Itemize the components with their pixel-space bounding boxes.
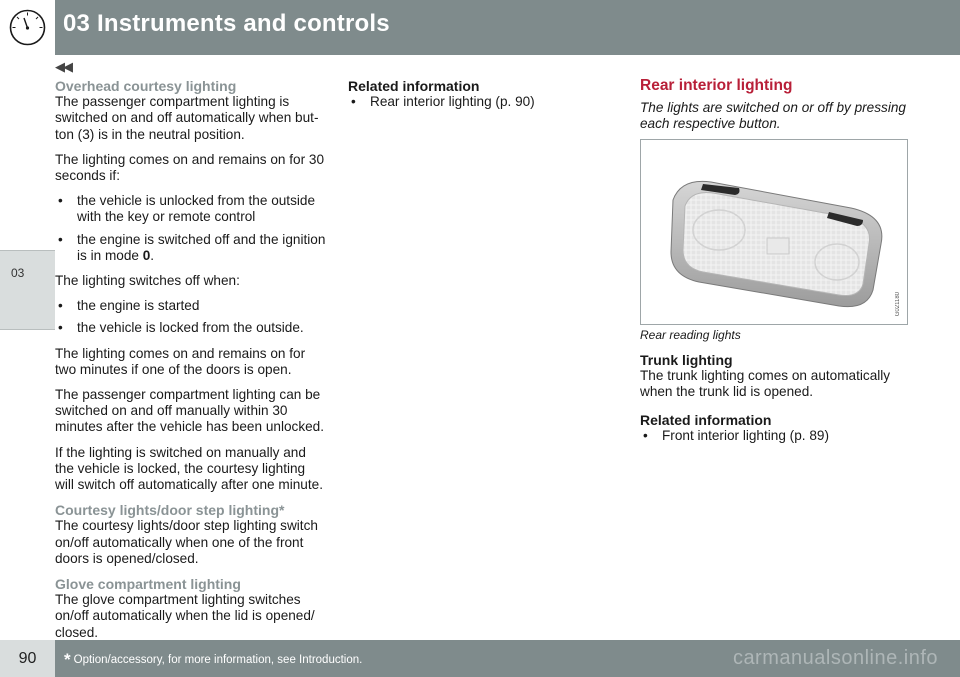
paragraph: The passenger compartment lighting is switched on and off automatically when but-ton (3) is in the neutral position.: [55, 94, 319, 142]
list-on-conditions: [55, 193, 327, 264]
list-item: • the vehicle is unlocked from the outside with the key or remote control: [55, 193, 327, 225]
heading-glove-compartment: Glove compartment lighting: [55, 576, 241, 593]
paragraph: The lighting switches off when:: [55, 273, 240, 289]
paragraph: If the lighting is switched on manually and the vehicle is locked, the courtesy lighting will switch off automatically after one minute.: [55, 444, 323, 493]
page-header: [0, 0, 960, 55]
related-links: [348, 94, 593, 110]
list-off-conditions: [55, 298, 327, 336]
related-links: [640, 428, 910, 444]
column-2: [348, 78, 593, 119]
related-link[interactable]: • Front interior lighting (p. 89): [640, 428, 910, 444]
column-1: [55, 78, 327, 650]
footnote-star: *: [64, 650, 71, 669]
speedometer-icon: [0, 0, 55, 55]
column-3-lower: [640, 352, 910, 453]
heading-courtesy-lights: Courtesy lights/door step lighting*: [55, 502, 285, 519]
previous-page-icon[interactable]: ◀◀: [55, 59, 71, 74]
list-item-end: .: [150, 247, 155, 263]
footnote-text: Option/accessory, for more information, see Introduction.: [73, 654, 363, 666]
heading-related-info: Related information: [348, 78, 480, 94]
paragraph: The passenger compartment lighting can be switched on and off manually within 30 minutes after the vehicle has been unlocked.: [55, 387, 325, 435]
figure-rear-reading-lights: [640, 139, 908, 325]
paragraph: The courtesy lights/door step lighting switch on/off automatically when one of the front doors is opened/closed.: [55, 518, 318, 566]
ignition-mode-value: 0: [142, 247, 151, 263]
chapter-icon-box: [0, 0, 55, 55]
heading-related-info: Related information: [640, 411, 772, 428]
paragraph: The glove compartment lighting switches on/off automatically when the lid is opened/ closed.: [55, 592, 315, 640]
list-item: [55, 232, 327, 264]
page-number: 90: [0, 640, 55, 677]
chapter-tab[interactable]: [0, 250, 55, 330]
heading-trunk-lighting: Trunk lighting: [640, 352, 733, 368]
side-strip: [0, 55, 55, 640]
footnote: [64, 650, 362, 670]
chapter-tab-label: 03: [11, 266, 25, 280]
rear-reading-light-illustration: [641, 140, 907, 324]
list-item: • the engine is started: [55, 298, 327, 314]
list-item-text: the engine is switched off and the ignition is in mode: [77, 231, 326, 263]
paragraph: The lighting comes on and remains on for two minutes if one of the doors is open.: [55, 345, 306, 377]
list-item: • the vehicle is locked from the outside.: [55, 320, 327, 336]
heading-rear-interior: Rear interior lighting: [640, 77, 793, 94]
intro-text: The lights are switched on or off by pressing each respective button.: [640, 100, 906, 132]
figure-caption: Rear reading lights: [640, 328, 741, 342]
paragraph: The trunk lighting comes on automatically when the trunk lid is opened.: [640, 368, 891, 400]
figure-code: G021180: [895, 291, 901, 316]
paragraph: The lighting comes on and remains on for 30 seconds if:: [55, 151, 325, 184]
heading-overhead-courtesy: Overhead courtesy lighting: [55, 78, 237, 94]
column-3: [640, 78, 910, 133]
related-link[interactable]: • Rear interior lighting (p. 90): [348, 94, 593, 110]
page-title: 03 Instruments and controls: [63, 10, 390, 37]
watermark: carmanualsonline.info: [732, 647, 938, 669]
